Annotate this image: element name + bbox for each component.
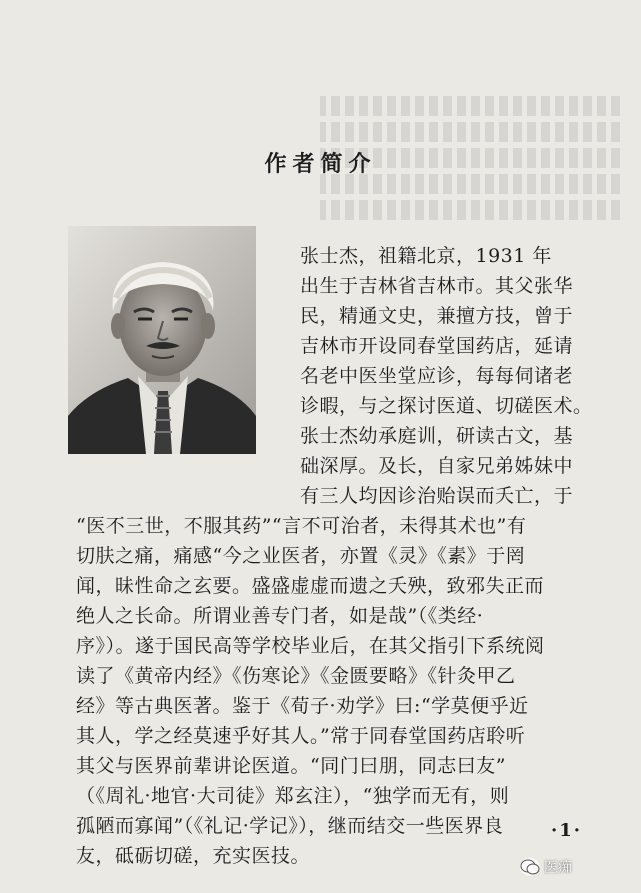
text-line: 名老中医坐堂应诊，每每伺诸老 <box>300 365 574 387</box>
portrait-image <box>68 226 256 454</box>
text-line: 民，精通文史，兼擅方技，曾于 <box>300 305 574 327</box>
text-line: 绝人之长命。所谓业善专门者，如是哉”（《类经· <box>76 605 484 627</box>
text-line: 其人，学之经莫速乎好其人。”常于同春堂国药店聆听 <box>76 725 526 747</box>
text-line: “医不三世，不服其药”“言不可治者，未得其术也”有 <box>76 515 527 537</box>
page-number: ·1· <box>551 820 583 841</box>
author-portrait-photo <box>68 226 256 454</box>
text-line: 友，砥砺切磋，充实医技。 <box>76 845 311 867</box>
text-line: 有三人均因诊治贻误而夭亡，于 <box>300 485 574 507</box>
text-line: 础深厚。及长，自家兄弟姊妹中 <box>300 455 574 477</box>
watermark <box>520 857 572 877</box>
text-line: 出生于吉林省吉林市。其父张华 <box>300 275 574 297</box>
text-line: 张士杰幼承庭训，研读古文，基 <box>300 425 574 447</box>
page-title: 作者简介 <box>264 151 377 177</box>
text-line: 序》）。遂于国民高等学校毕业后，在其父指引下系统阅 <box>76 635 545 657</box>
text-line: 诊暇，与之探讨医道、切磋医术。 <box>300 395 593 417</box>
text-line: 其父与医界前辈讲论医道。“同门曰朋，同志曰友” <box>76 755 506 777</box>
wechat-icon <box>520 858 540 876</box>
text-line: 切肤之痛，痛感“今之业医者，亦置《灵》《素》于罔 <box>76 545 526 567</box>
text-line: 经》等古典医著。鉴于《荀子·劝学》曰:“学莫便乎近 <box>76 695 529 717</box>
text-line: 闻，昧性命之玄要。盛盛虚虚而遗之夭殃，致邪失正而 <box>76 575 545 597</box>
text-line: 读了《黄帝内经》《伤寒论》《金匮要略》《针灸甲乙 <box>76 665 516 687</box>
text-line: 孤陋而寡闻”（《礼记·学记》），继而结交一些医界良 <box>76 815 504 837</box>
text-line: 吉林市开设同春堂国药店，延请 <box>300 335 574 357</box>
text-line: （《周礼·地官·大司徒》郑玄注），“独学而无有，则 <box>76 785 510 807</box>
text-line: 张士杰，祖籍北京，1931 年 <box>300 245 552 267</box>
watermark-label: 医痴 <box>544 860 572 876</box>
